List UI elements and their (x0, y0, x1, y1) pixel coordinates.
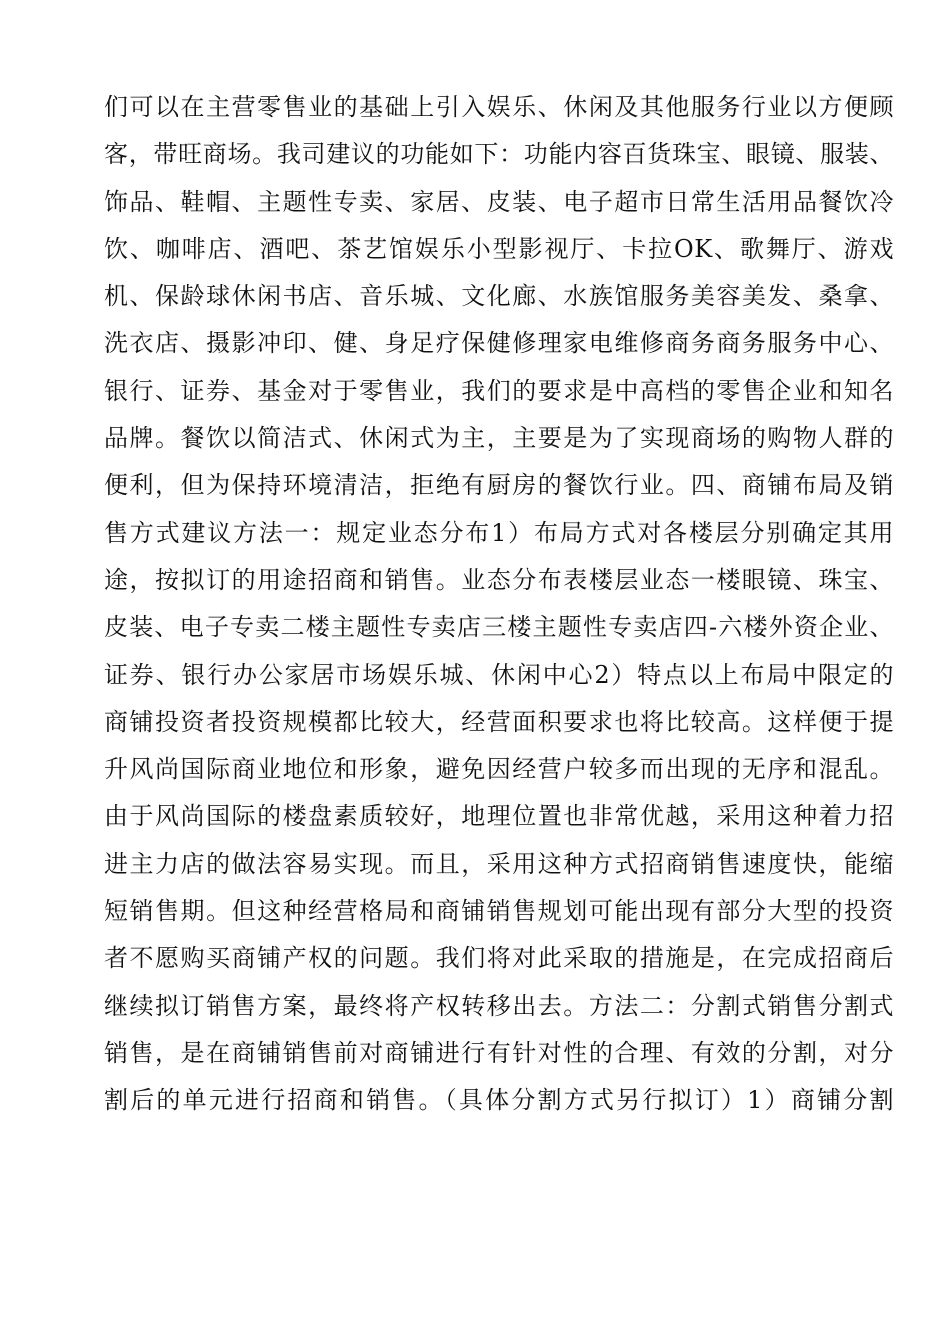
text-line: 升风尚国际商业地位和形象，避免因经营户较多而出现的无序和混乱。 (104, 755, 894, 784)
text-line: 们可以在主营零售业的基础上引入娱乐、休闲及其他服务行业以方便顾 (104, 93, 894, 121)
text-line: 者不愿购买商铺产权的问题。我们将对此采取的措施是，在完成招商后 (104, 944, 894, 973)
text-line: 途，按拟订的用途招商和销售。业态分布表楼层业态一楼眼镜、珠宝、 (104, 565, 894, 594)
body-text (104, 84, 894, 1125)
text-line: 进主力店的做法容易实现。而且，采用这种方式招商销售速度快，能缩 (104, 849, 894, 878)
text-line: 割后的单元进行招商和销售。（具体分割方式另行拟订）1）商铺分割 (104, 1086, 894, 1115)
text-line: 由于风尚国际的楼盘素质较好，地理位置也非常优越，采用这种着力招 (104, 802, 894, 831)
text-line: 品牌。餐饮以简洁式、休闲式为主，主要是为了实现商场的购物人群的 (104, 424, 894, 453)
text-line: 售方式建议方法一：规定业态分布1）布局方式对各楼层分别确定其用 (104, 518, 894, 547)
text-line: 洗衣店、摄影冲印、健、身足疗保健修理家电维修商务商务服务中心、 (104, 329, 894, 358)
text-line: 客，带旺商场。我司建议的功能如下：功能内容百货珠宝、眼镜、服装、 (104, 140, 894, 169)
text-line: 机、保龄球休闲书店、音乐城、文化廊、水族馆服务美容美发、桑拿、 (104, 282, 894, 311)
text-line: 证券、银行办公家居市场娱乐城、休闲中心2）特点以上布局中限定的 (104, 660, 894, 689)
text-line: 皮装、电子专卖二楼主题性专卖店三楼主题性专卖店四-六楼外资企业、 (104, 613, 894, 642)
text-line: 销售，是在商铺销售前对商铺进行有针对性的合理、有效的分割，对分 (104, 1038, 894, 1067)
text-line: 商铺投资者投资规模都比较大，经营面积要求也将比较高。这样便于提 (104, 707, 894, 736)
text-line: 便利，但为保持环境清洁，拒绝有厨房的餐饮行业。四、商铺布局及销 (104, 471, 894, 500)
text-line: 银行、证券、基金对于零售业，我们的要求是中高档的零售企业和知名 (104, 376, 894, 405)
text-line: 继续拟订销售方案，最终将产权转移出去。方法二：分割式销售分割式 (104, 991, 894, 1020)
text-line: 短销售期。但这种经营格局和商铺销售规划可能出现有部分大型的投资 (104, 897, 894, 926)
text-line: 饮、咖啡店、酒吧、茶艺馆娱乐小型影视厅、卡拉OK、歌舞厅、游戏 (104, 234, 894, 263)
text-line: 饰品、鞋帽、主题性专卖、家居、皮装、电子超市日常生活用品餐饮冷 (104, 187, 894, 216)
